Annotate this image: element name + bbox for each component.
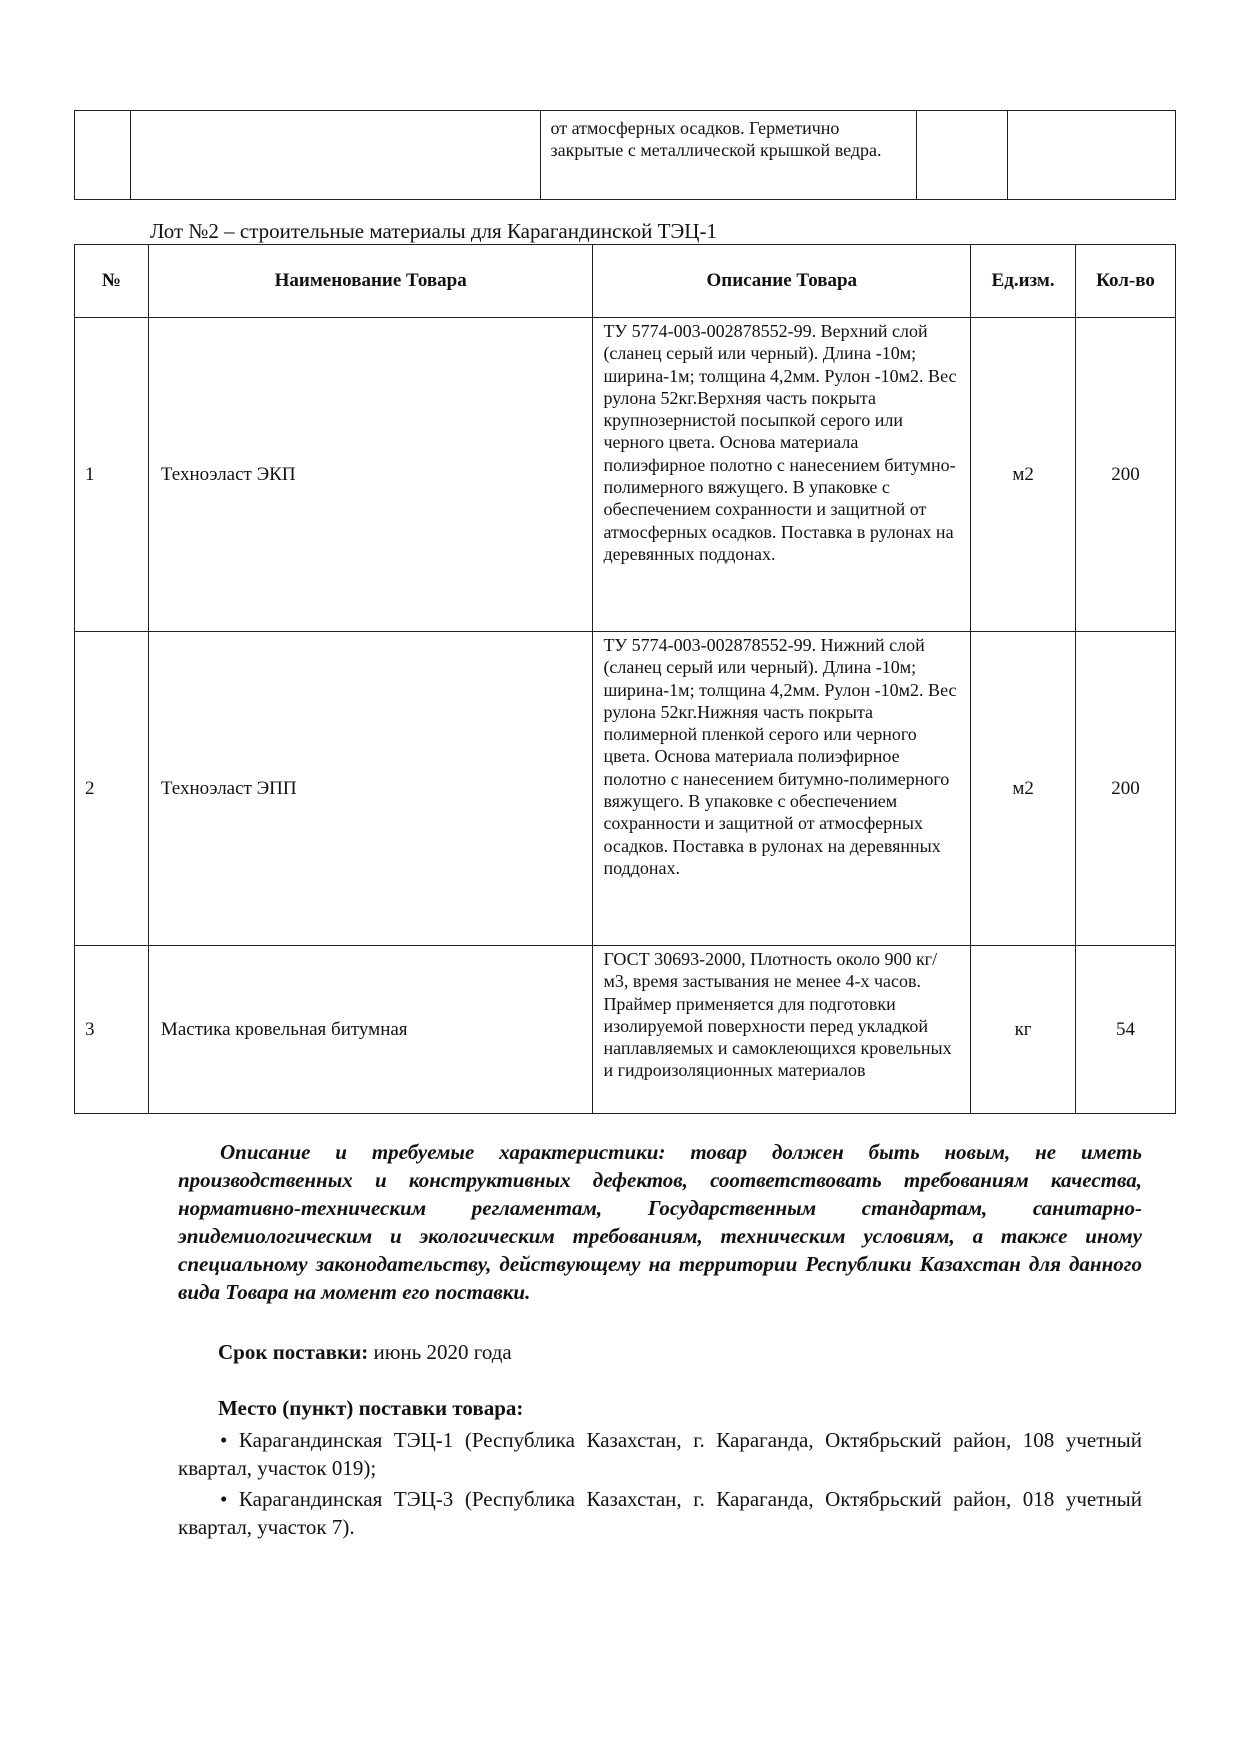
cell-qty: 200	[1076, 632, 1176, 946]
cell-qty: 200	[1076, 318, 1176, 632]
continuation-table	[74, 110, 1176, 200]
delivery-term-value: июнь 2020 года	[368, 1340, 512, 1364]
requirements-paragraph: Описание и требуемые характеристики: товар должен быть новым, не иметь производственных и конструктивных дефектов, соответствовать требованиям качества, нормативно-техническим регламентам, Государственным стандартам, санитарно-эпидемиологическим и экологическим требованиям, техническим условиям, а также иному специальному законодательству, действующему на территории Республики Казахстан для данного вида Товара на момент его поставки.	[178, 1140, 1142, 1304]
cell-num: 1	[75, 318, 149, 632]
delivery-term-label: Срок поставки:	[218, 1340, 369, 1364]
cell-num: 2	[75, 632, 149, 946]
cell-name: Мастика кровельная битумная	[148, 946, 593, 1114]
cell-num	[75, 111, 131, 200]
cell-description: ГОСТ 30693-2000, Плотность около 900 кг/м3, время застывания не менее 4-х часов. Праймер применяется для подготовки изолируемой поверхности перед укладкой наплавляемых и самоклеющихся кровельных и гидроизоляционных материалов	[593, 946, 971, 1114]
cell-unit: м2	[971, 318, 1076, 632]
cell-qty: 54	[1076, 946, 1176, 1114]
header-name: Наименование Товара	[148, 245, 593, 318]
cell-name	[130, 111, 540, 200]
lot-title: Лот №2 – строительные материалы для Карагандинской ТЭЦ-1	[150, 219, 717, 243]
table-row	[75, 111, 1176, 200]
header-unit: Ед.изм.	[971, 245, 1076, 318]
cell-description: ТУ 5774-003-002878552-99. Верхний слой (сланец серый или черный). Длина -10м; ширина-1м; толщина 4,2мм. Рулон -10м2. Вес рулона 52кг.Верхняя часть покрыта крупнозернистой посыпкой серого или черного цвета. Основа материала полиэфирное полотно с нанесением битумно-полимерного вяжущего. В упаковке с обеспечением сохранности и защитной от атмосферных осадков. Поставка в рулонах на деревянных поддонах.	[593, 318, 971, 632]
cell-description: от атмосферных осадков. Герметично закрытые с металлической крышкой ведра.	[540, 111, 917, 200]
cell-unit	[917, 111, 1008, 200]
table-header-row	[75, 245, 1176, 318]
cell-description: ТУ 5774-003-002878552-99. Нижний слой (сланец серый или черный). Длина -10м; ширина-1м; толщина 4,2мм. Рулон -10м2. Вес рулона 52кг.Нижняя часть покрыта полимерной пленкой серого или черного цвета. Основа материала полиэфирное полотно с нанесением битумно-полимерного вяжущего. В упаковке с обеспечением сохранности и защитной от атмосферных осадков. Поставка в рулонах на деревянных поддонах.	[593, 632, 971, 946]
cell-name: Техноэласт ЭПП	[148, 632, 593, 946]
cell-qty	[1008, 111, 1176, 200]
table-row	[75, 632, 1176, 946]
cell-num: 3	[75, 946, 149, 1114]
lot-table	[74, 244, 1176, 1114]
delivery-place-item: • Карагандинская ТЭЦ-1 (Республика Казахстан, г. Караганда, Октябрьский район, 108 учетный квартал, участок 019);	[178, 1428, 1142, 1480]
delivery-place-title: Место (пункт) поставки товара:	[218, 1396, 524, 1420]
table-row	[75, 318, 1176, 632]
cell-name: Техноэласт ЭКП	[148, 318, 593, 632]
header-num: №	[75, 245, 149, 318]
table-row	[75, 946, 1176, 1114]
delivery-term	[218, 1340, 512, 1365]
delivery-place-item: • Карагандинская ТЭЦ-3 (Республика Казахстан, г. Караганда, Октябрьский район, 018 учетный квартал, участок 7).	[178, 1487, 1142, 1539]
header-description: Описание Товара	[593, 245, 971, 318]
cell-unit: кг	[971, 946, 1076, 1114]
cell-unit: м2	[971, 632, 1076, 946]
header-qty: Кол-во	[1076, 245, 1176, 318]
